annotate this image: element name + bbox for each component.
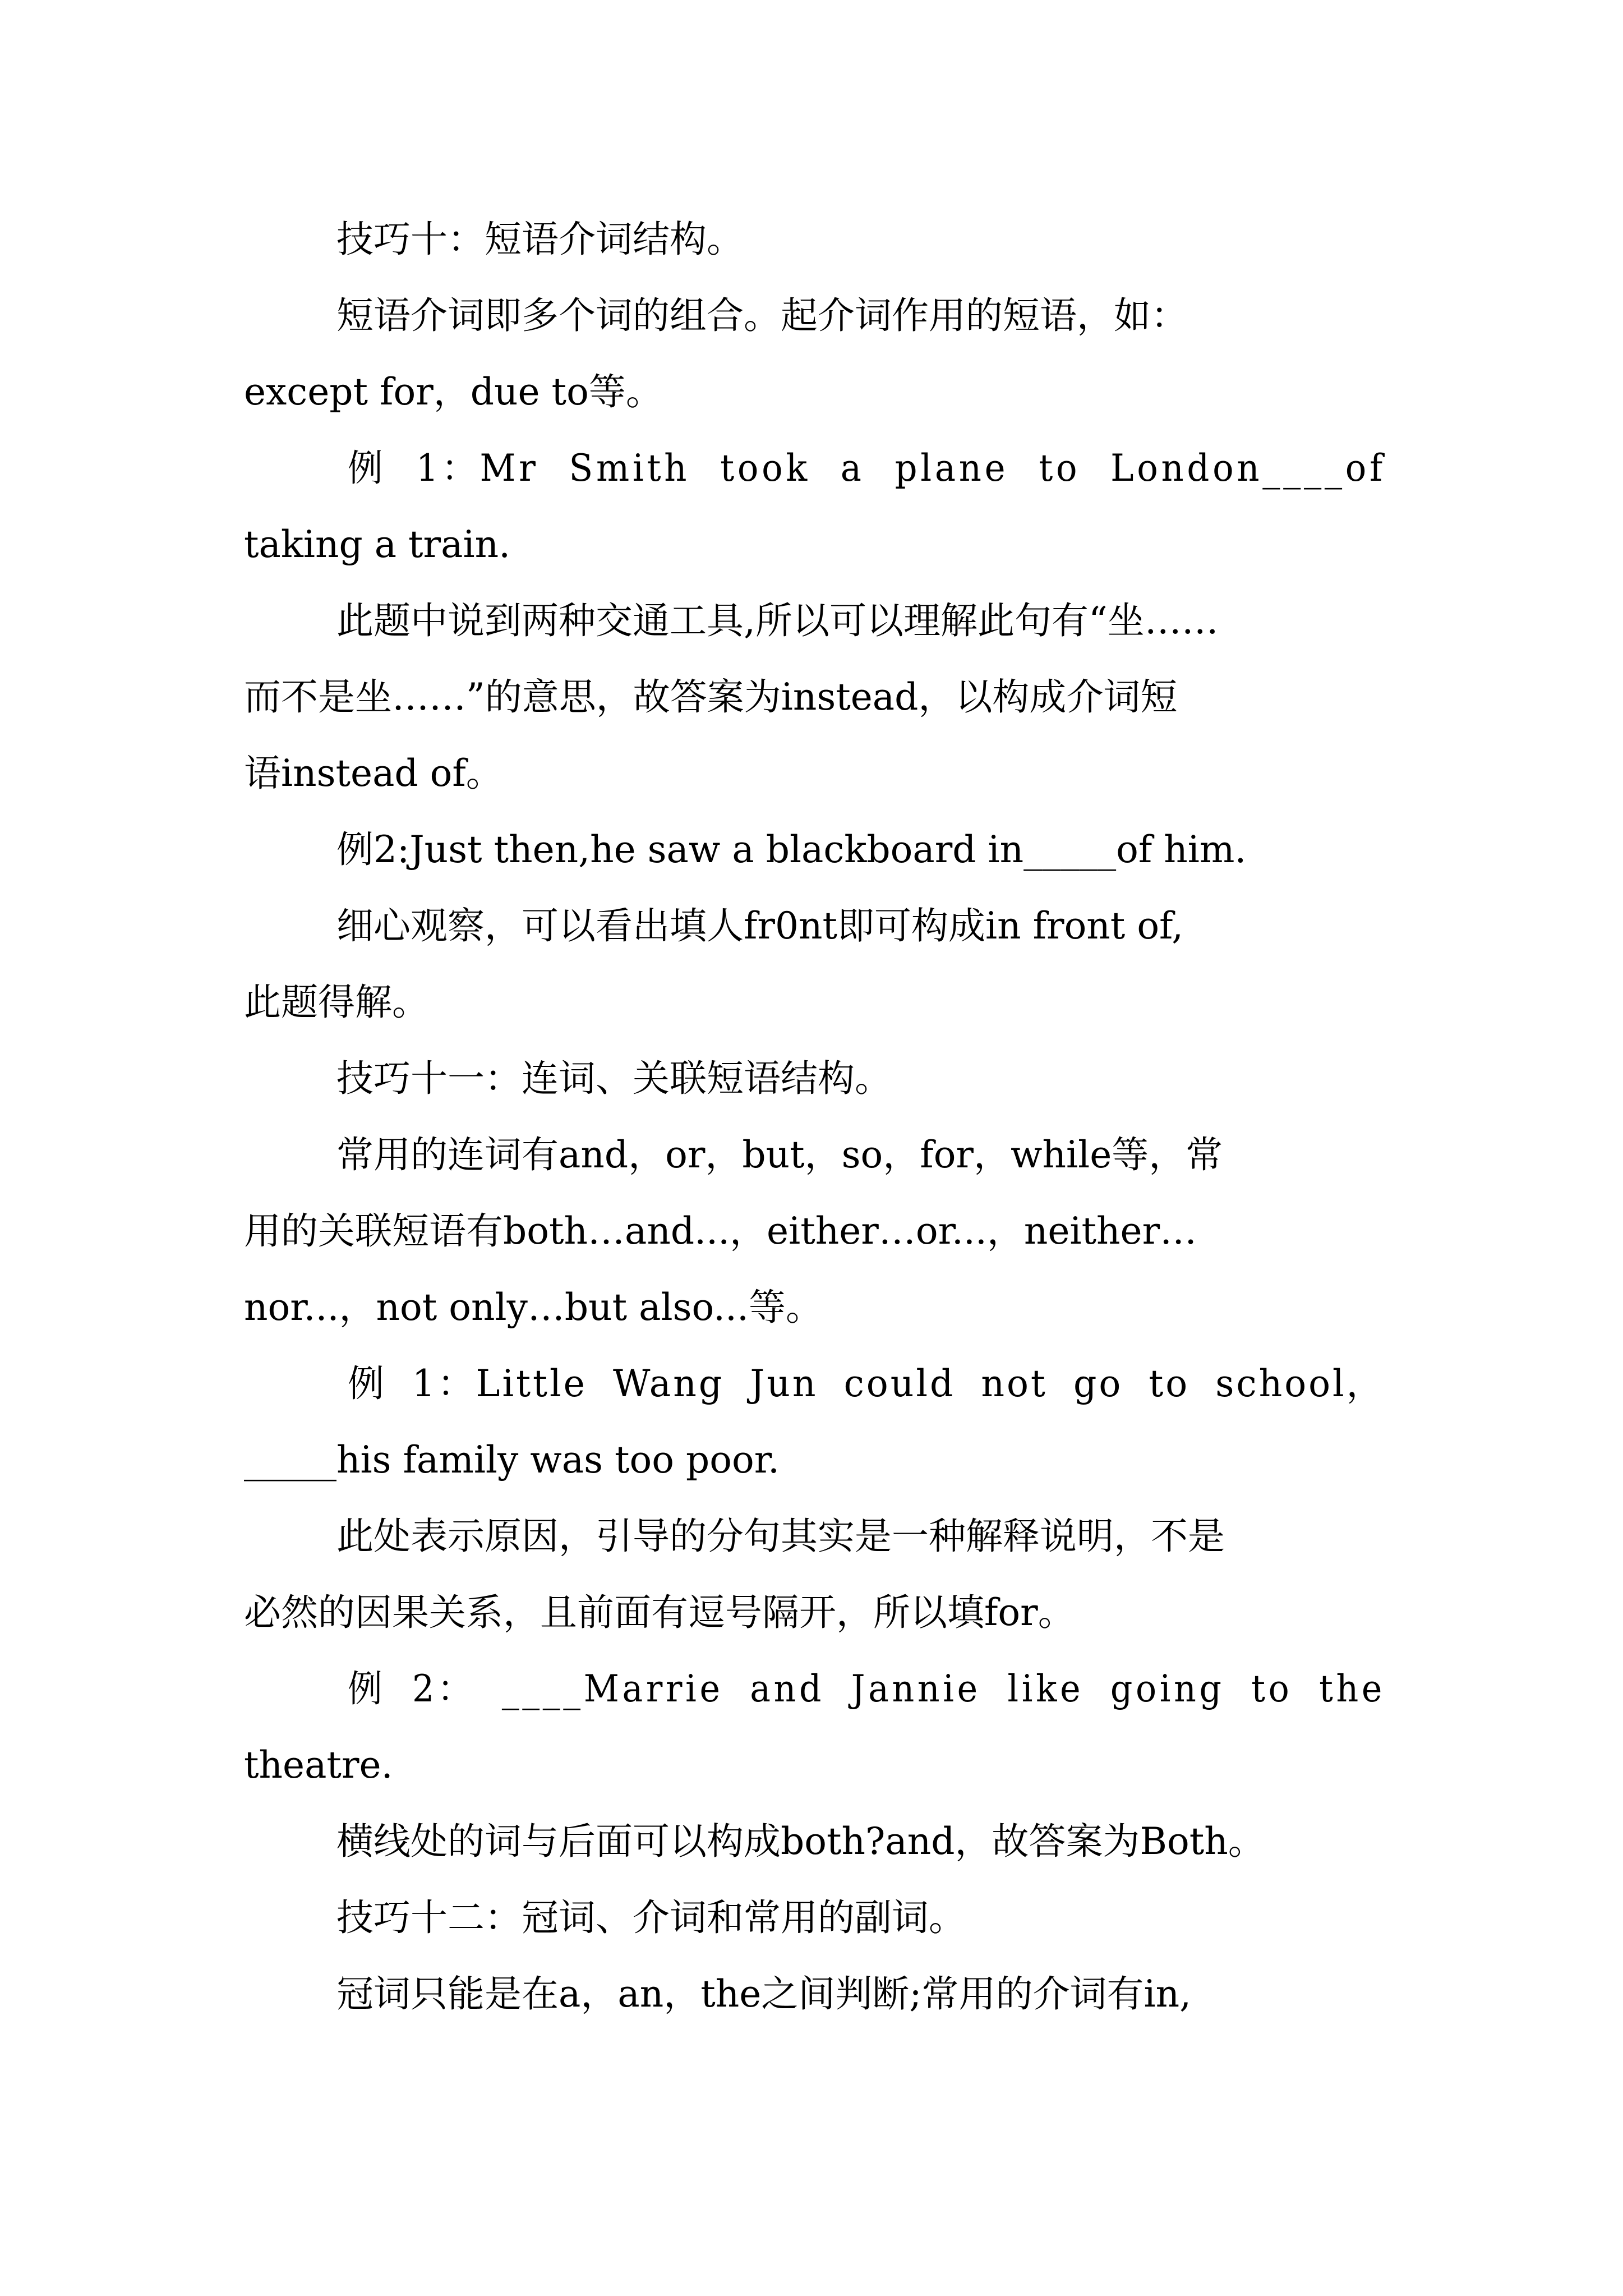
paragraph-line: 用的关联短语有both…and...，either…or...，neither… [244, 1209, 1197, 1253]
example-line: 例 1：Little Wang Jun could not go to school， [348, 1362, 1385, 1405]
paragraph-line: 此处表示原因，引导的分句其实是一种解释说明，不是 [336, 1515, 1225, 1558]
example-line: theatre. [244, 1743, 393, 1787]
paragraph-line: 语instead of。 [244, 752, 503, 795]
section-heading-tip-12: 技巧十二：冠词、介词和常用的副词。 [336, 1896, 966, 1939]
paragraph-line: 此题得解。 [244, 981, 429, 1024]
paragraph-line: 细心观察，可以看出填人fr0nt即可构成in front of, [336, 904, 1184, 947]
example-line: _____his family was too poor. [244, 1438, 780, 1481]
paragraph-line: except for，due to等。 [244, 370, 663, 413]
paragraph-line: 常用的连词有and，or，but，so，for，while等，常 [336, 1133, 1223, 1176]
example-line: taking a train. [244, 523, 511, 566]
section-heading-tip-10: 技巧十：短语介词结构。 [336, 218, 744, 261]
paragraph-line: nor...，not only…but also...等。 [244, 1286, 823, 1329]
example-line: 例 1：Mr Smith took a plane to London____of [348, 447, 1386, 490]
section-heading-tip-11: 技巧十一：连词、关联短语结构。 [336, 1057, 892, 1100]
paragraph-line: 必然的因果关系，且前面有逗号隔开，所以填for。 [244, 1591, 1075, 1634]
paragraph-line: 冠词只能是在a，an，the之间判断;常用的介词有in, [336, 1972, 1192, 2016]
paragraph-line: 短语介词即多个词的组合。起介词作用的短语，如： [336, 294, 1188, 337]
paragraph-line: 而不是坐……”的意思，故答案为instead，以构成介词短 [244, 675, 1178, 719]
example-line: 例2:Just then,he saw a blackboard in_____of him. [336, 828, 1247, 871]
paragraph-line: 此题中说到两种交通工具,所以可以理解此句有“坐…… [336, 599, 1219, 642]
paragraph-line: 横线处的词与后面可以构成both?and，故答案为Both。 [336, 1820, 1265, 1863]
example-line: 例 2： ____Marrie and Jannie like going to the [348, 1667, 1385, 1710]
